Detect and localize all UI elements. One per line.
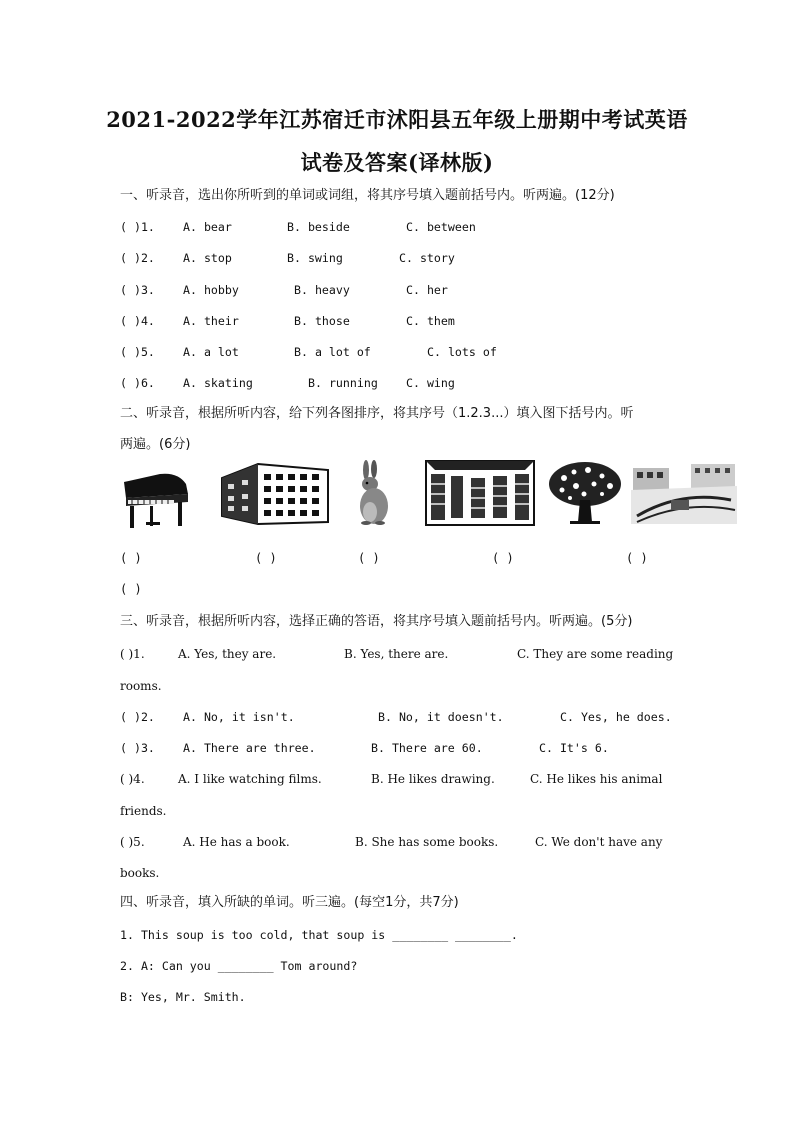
image-answer-bracket[interactable]: ( ) — [492, 551, 514, 565]
building-picture — [218, 460, 330, 526]
image-answer-bracket[interactable]: ( ) — [120, 551, 142, 565]
playground-picture — [631, 460, 737, 526]
part2-heading: 二、听录音，根据所听内容，给下列各图排序，将其序号（1.2.3...）填入图下括号内。听 — [120, 406, 634, 421]
list-item-continuation: books. — [120, 866, 160, 880]
piano-picture — [120, 460, 192, 530]
part1-heading: 一、听录音，选出你所听到的单词或词组，将其序号填入题前括号内。听两遍。(12分) — [120, 188, 615, 203]
image-answer-bracket[interactable]: ( ) — [626, 551, 648, 565]
rabbit-picture — [352, 460, 396, 526]
image-answer-bracket[interactable]: ( ) — [120, 582, 142, 596]
fill-blank-line: 2. A: Can you ________ Tom around? — [120, 959, 358, 973]
part3-heading: 三、听录音，根据所听内容，选择正确的答语，将其序号填入题前括号内。听两遍。(5分) — [120, 614, 633, 629]
image-answer-bracket[interactable]: ( ) — [255, 551, 277, 565]
image-answer-bracket[interactable]: ( ) — [358, 551, 380, 565]
page-title-line2: 试卷及答案(译林版) — [300, 150, 494, 175]
list-item-continuation: rooms. — [120, 679, 162, 693]
fill-blank-line: B: Yes, Mr. Smith. — [120, 990, 246, 1004]
tree-picture — [546, 460, 624, 526]
part2-heading-line2: 两遍。(6分) — [120, 437, 191, 452]
fill-blank-line: 1. This soup is too cold, that soup is ________ ________. — [120, 928, 518, 942]
library-picture — [425, 460, 535, 526]
list-item-continuation: friends. — [120, 804, 167, 818]
page-title: 2021-2022学年江苏宿迁市沭阳县五年级上册期中考试英语 — [106, 107, 688, 132]
exam-page: 2021-2022学年江苏宿迁市沭阳县五年级上册期中考试英语 试卷及答案(译林版) 一、听录音，选出你所听到的单词或词组，将其序号填入题前括号内。听两遍。(12分) ( )1. A. bear B. beside C. between ( )2. A. stop B. swing C. story ( )3. A. hobby B. heavy C. her ( )4. A. their B. those C. them ( )5. A. a lot B. a lot of C. lots of ( )6. A. skating B. running C. wing 二、听录音，根据所听内容，给下列各图排序，将其序号（1.2.3...）填入图下括号内。听 两遍。(6分) ( ) ( ) ( ) ( ) ( ) ( ) 三、听录音，根据所听内容，选择正确的答语，将其序号填入题前括号内。听两遍。(5分) ( )1. A. Yes, they are. B. Yes, there are. C. They are some reading rooms. ( )2. A. No, it isn't. B. No, it doesn't. C. Yes, he does. ( )3. A. There are three. B. There are 60. C. It's 6. ( )4. A. I like watching films. B. He likes drawing. C. He likes his animal friends. ( )5. A. He has a book. B. She has some books. C. We don't have any books. 四、听录音，填入所缺的单词。听三遍。(每空1分，共7分) 1. This soup is too cold, that soup is ________ ________. 2. A: Can you ________ Tom around? B: Yes, Mr. Smith. — [0, 0, 794, 1123]
part4-heading: 四、听录音，填入所缺的单词。听三遍。(每空1分，共7分) — [120, 895, 459, 910]
